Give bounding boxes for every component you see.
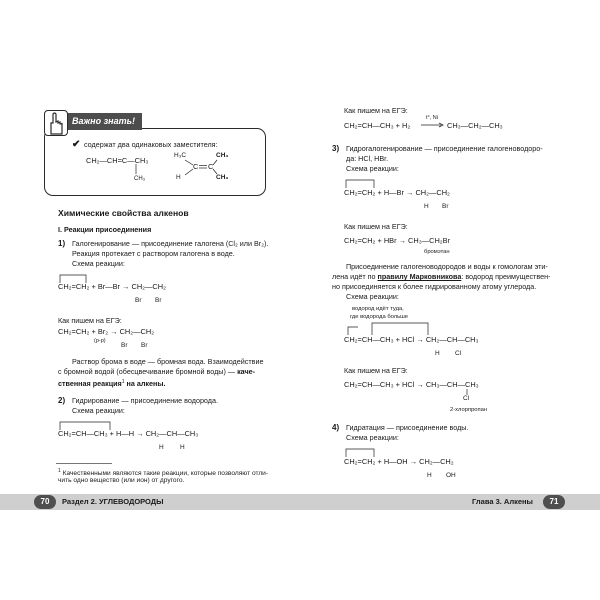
markovnikov-line-2 xyxy=(332,272,550,282)
item-2-scheme-product-2: H xyxy=(180,444,185,451)
item-2-scheme-equation: CH₂=CH—CH₃ + H—H → CH₂—CH—CH₃ xyxy=(58,429,199,438)
reaction-arrow xyxy=(421,122,445,128)
item-1-line-1: Галогенирование — присоединение галогена (Cl₂ или Br₂). xyxy=(72,239,269,248)
markovnikov-line-1: Присоединение галогеноводородов и воды к гомологам эти- xyxy=(346,262,548,271)
callout-check-text: содержат два одинаковых заместителя: xyxy=(84,140,218,149)
markovnikov-line-3: но присоединяется к более гидрированному атому углерода. xyxy=(332,282,537,291)
item-1-scheme-equation: CH₂=CH₂ + Br—Br → CH₂—CH₂ xyxy=(58,282,166,291)
markovnikov-annotation-2: где водорода больше xyxy=(350,314,409,320)
footnote-rule xyxy=(56,463,112,464)
item-3-ege-product-name: бромэтан xyxy=(424,249,450,255)
callout-formula-1: CH₂—CH=C—CH₃ xyxy=(86,156,149,165)
page-number: 70 xyxy=(34,495,56,509)
footnote-mark: 1 xyxy=(58,468,61,474)
item-1-ege-product-1: Br xyxy=(121,342,128,349)
callout-formula-2-h: H xyxy=(176,174,181,181)
item-4-number: 4) xyxy=(332,423,340,432)
callout-formula-2-c1: C xyxy=(193,162,199,171)
bromine-para-line-2-text: с бромной водой (обесцвечивание бромной воды) — xyxy=(58,367,236,376)
item-2-line-1: Гидрирование — присоединение водорода. xyxy=(72,396,218,405)
item-1-ege-equation: CH₂=CH₂ + Br₂ → CH₂—CH₂ xyxy=(58,327,155,336)
item-1-scheme-product-1: Br xyxy=(135,297,142,304)
footnote-line-2: чить одно вещество (или ион) от другого. xyxy=(58,477,185,484)
item-4-line-1: Гидратация — присоединение воды. xyxy=(346,423,469,432)
item-3-number: 3) xyxy=(332,144,340,153)
item-3-ege-label: Как пишем на ЕГЭ: xyxy=(344,222,408,231)
callout-formula-2-ch3-top: CH₃ xyxy=(216,152,229,159)
item-1-line-2: Реакция протекает с раствором галогена в воде. xyxy=(72,249,235,258)
item-3-line-1: Гидрогалогенирование — присоединение галогеноводоро- xyxy=(346,144,543,153)
item-3-scheme-product-2: Br xyxy=(442,203,449,210)
bromine-para-line-3 xyxy=(58,377,166,389)
item-3-scheme-label: Схема реакции: xyxy=(346,164,399,173)
ege-1-right: CH₃—CH₂—CH₃ xyxy=(447,121,503,130)
markovnikov-scheme-label: Схема реакции: xyxy=(346,292,399,301)
checkmark-icon: ✔ xyxy=(72,139,81,150)
item-3-scheme-product-1: H xyxy=(424,203,429,210)
bromine-para-line-1: Раствор брома в воде — бромная вода. Взаимодействие xyxy=(72,357,264,366)
hand-pointing-icon xyxy=(44,110,68,136)
ege-1-condition: t°, Ni xyxy=(426,115,438,121)
markovnikov-rule-name: правилу Марковникова xyxy=(377,272,462,281)
item-1-ege-condition: (р-р) xyxy=(94,338,106,344)
item-1-scheme-product-2: Br xyxy=(155,297,162,304)
footnote-text-1: Качественными являются такие реакции, которые позволяют отли- xyxy=(62,470,269,477)
item-3-scheme-equation: CH₂=CH₂ + H—Br → CH₂—CH₂ xyxy=(344,188,450,197)
markovnikov-ege-equation: CH₂=CH—CH₃ + HCl → CH₃—CH—CH₃ xyxy=(344,380,479,389)
item-1-ege-label: Как пишем на ЕГЭ: xyxy=(58,316,122,325)
bond-line xyxy=(464,389,470,395)
qualitative-reaction-term: ственная реакция xyxy=(58,379,122,388)
markovnikov-line-2-end: : водород преимуществен- xyxy=(461,272,551,281)
markovnikov-scheme-equation: CH₂=CH—CH₃ + HCl → CH₂—CH—CH₃ xyxy=(344,335,479,344)
markovnikov-ege-product-sub: Cl xyxy=(463,395,470,402)
item-2-number: 2) xyxy=(58,396,66,405)
markovnikov-line-2-start: лена идёт по xyxy=(332,272,376,281)
callout-formula-2-bonds xyxy=(176,155,236,185)
callout-formula-2-ch3-bottom: CH₃ xyxy=(216,174,229,181)
subsection-heading: I. Реакции присоединения xyxy=(58,225,152,234)
footer-title: Раздел 2. УГЛЕВОДОРОДЫ xyxy=(62,497,164,506)
markovnikov-ege-product-name: 2-хлорпропан xyxy=(450,407,488,413)
item-4-scheme-product-1: H xyxy=(427,472,432,479)
footnote-ref: 1 xyxy=(121,379,125,385)
item-1-number: 1) xyxy=(58,239,66,248)
callout-header: Важно знать! xyxy=(58,113,142,130)
bond-line xyxy=(131,164,141,174)
item-1-scheme-label: Схема реакции: xyxy=(72,259,125,268)
item-3-line-2: да: HCl, HBr. xyxy=(346,154,389,163)
item-4-scheme-equation: CH₂=CH₂ + H—OH → CH₂—CH₂ xyxy=(344,457,454,466)
callout-formula-2-c2: C xyxy=(208,162,214,171)
ege-1-left: CH₂=CH—CH₃ + H₂ xyxy=(344,121,411,130)
markovnikov-scheme-product-1: H xyxy=(435,350,440,357)
ege-1-label: Как пишем на ЕГЭ: xyxy=(344,106,408,115)
item-1-ege-product-2: Br xyxy=(141,342,148,349)
section-heading: Химические свойства алкенов xyxy=(58,208,189,218)
page-number: 71 xyxy=(543,495,565,509)
item-2-scheme-product-1: H xyxy=(159,444,164,451)
callout-formula-1-substituent: CH₃ xyxy=(134,176,146,182)
markovnikov-ege-label: Как пишем на ЕГЭ: xyxy=(344,366,408,375)
item-2-scheme-label: Схема реакции: xyxy=(72,406,125,415)
item-4-scheme-label: Схема реакции: xyxy=(346,433,399,442)
right-page xyxy=(300,0,600,600)
bromine-para-line-3-end: на алкены. xyxy=(126,379,166,388)
footer-title: Глава 3. Алкены xyxy=(472,497,533,506)
item-3-ege-equation: CH₂=CH₂ + HBr → CH₃—CH₂Br xyxy=(344,236,451,245)
item-4-scheme-product-2: OH xyxy=(446,472,456,479)
bromine-para-line-2 xyxy=(58,367,255,377)
markovnikov-annotation-1: водород идёт туда, xyxy=(352,306,404,312)
markovnikov-scheme-product-2: Cl xyxy=(455,350,462,357)
callout-formula-2-h3c: H₃C xyxy=(174,152,187,159)
bromine-para-bold-word: каче- xyxy=(237,367,256,376)
